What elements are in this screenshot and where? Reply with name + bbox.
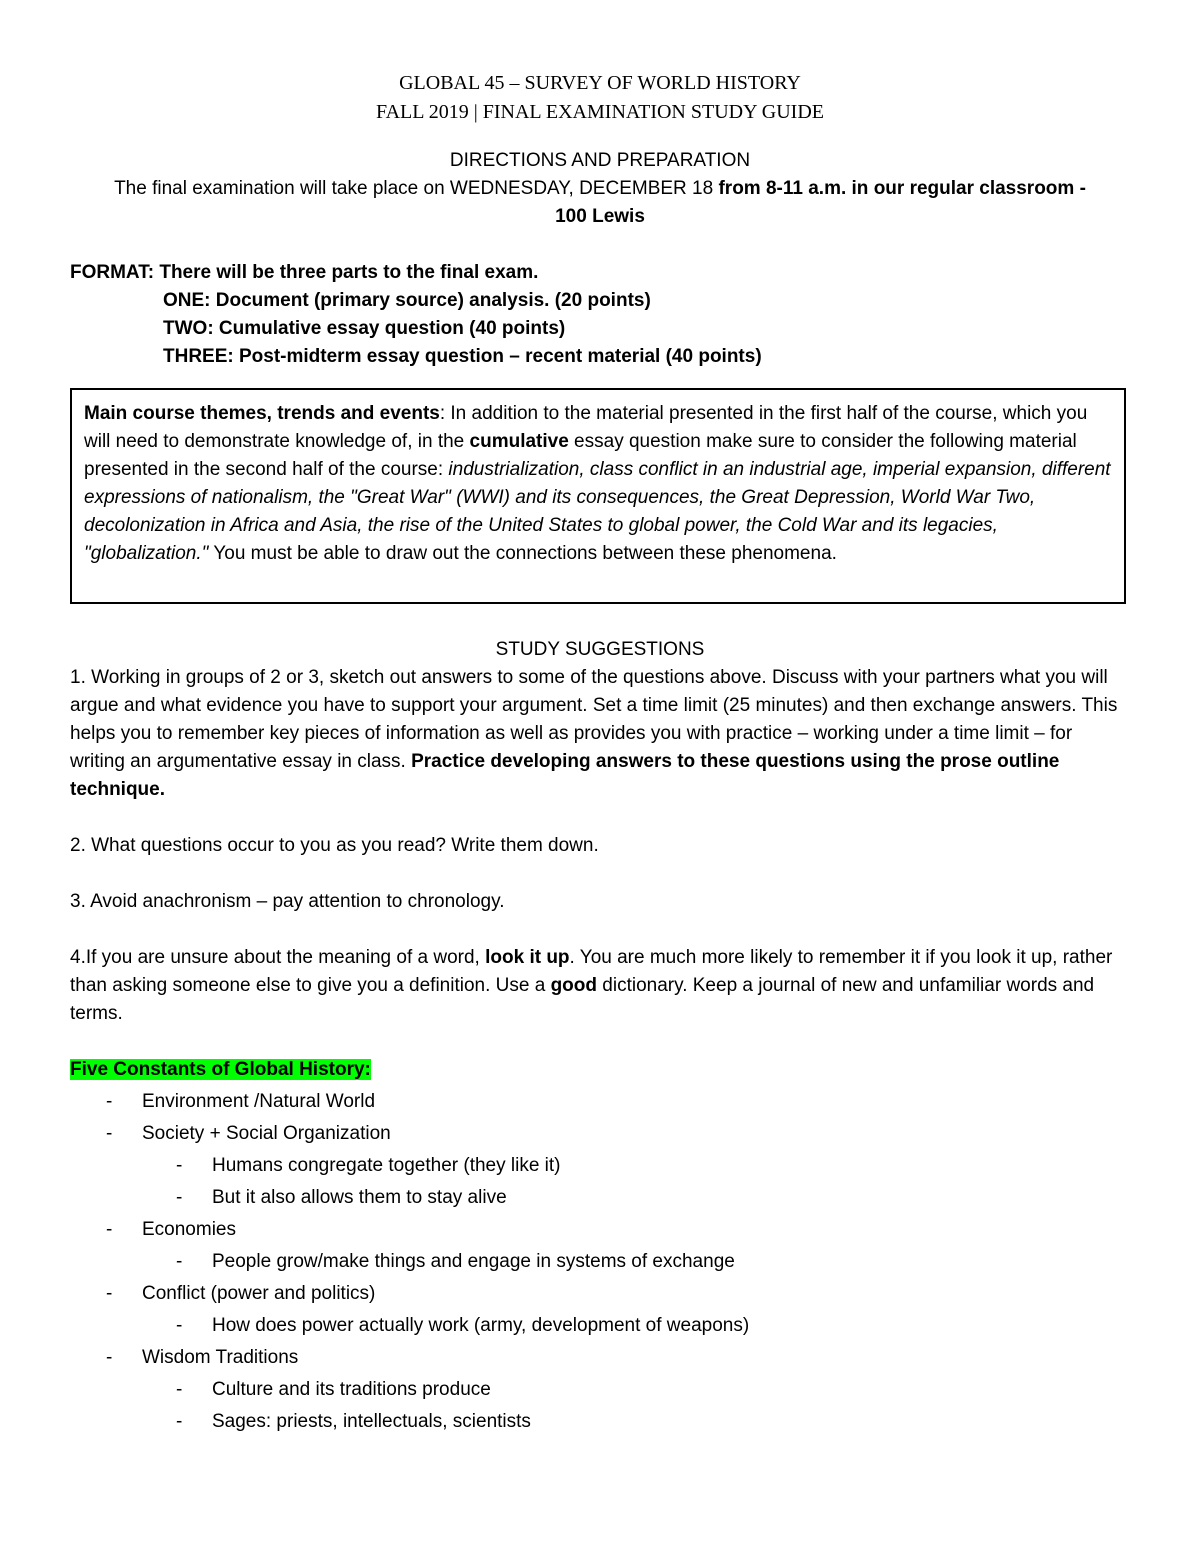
constants-list: [70, 1086, 1130, 1438]
list-item: - How does power actually work (army, development of weapons): [70, 1310, 1130, 1342]
themes-text-b: essay question make sure to consider the following material presented in the second half of the course:: [84, 431, 1077, 480]
page-title: GLOBAL 45 – SURVEY OF WORLD HISTORY: [399, 72, 801, 94]
themes-box: [70, 388, 1126, 604]
study-suggestion-4: 4.If you are unsure about the meaning of a word, look it up. You are much more likely to remember it if you look it up, rather than asking someone else to give you a definition. Use a good dictionary. Keep a journal of new and unfamiliar words and terms.: [70, 947, 1113, 1024]
list-item: - Society + Social Organization: [70, 1118, 1130, 1150]
directions-heading: DIRECTIONS AND PREPARATION: [449, 150, 751, 171]
study-suggestion-3: 3. Avoid anachronism – pay attention to chronology.: [70, 891, 505, 912]
directions-room-text: 100 Lewis: [555, 206, 645, 227]
directions-line-1: [70, 175, 1130, 203]
list-item: - Humans congregate together (they like it): [70, 1150, 1130, 1182]
format-label: FORMAT: There will be three parts to the final exam.: [70, 262, 539, 283]
format-part-one: ONE: Document (primary source) analysis. (20 points): [163, 290, 651, 311]
directions-line-2: [70, 203, 1130, 231]
themes-text-c: You must be able to draw out the connections between these phenomena.: [208, 543, 837, 564]
themes-topics: industrialization, class conflict in an industrial age, imperial expansion, different expressions of nationalism, the "Great War" (WWI) and its consequences, the Great Depression, World War Two, decolonization in Africa and Asia, the rise of the United States to global power, the Cold War and its legacies, "globalization.": [84, 459, 1111, 564]
themes-text-a: : In addition to the material presented in the first half of the course, which you will need to demonstrate knowledge of, in the: [84, 403, 1088, 452]
directions-time-text: from 8-11 a.m. in our regular classroom -: [718, 178, 1086, 199]
themes-lead: Main course themes, trends and events: [84, 403, 440, 424]
list-item: - Sages: priests, intellectuals, scientists: [70, 1406, 1130, 1438]
themes-cumulative: cumulative: [469, 431, 569, 452]
format-part-two: TWO: Cumulative essay question (40 points): [163, 318, 566, 339]
list-item: - Environment /Natural World: [70, 1086, 1130, 1118]
study-suggestion-1: 1. Working in groups of 2 or 3, sketch out answers to some of the questions above. Discuss with your partners what you will argue and what evidence you have to support your argument. Set a time limit (25 minutes) and then exchange answers. This helps you to remember key pieces of information as well as provides you with practice – working under a time limit – for writing an argumentative essay in class. Practice developing answers to these questions using the prose outline technique.: [70, 667, 1118, 800]
format-part-three: THREE: Post-midterm essay question – recent material (40 points): [163, 346, 762, 367]
list-item: - But it also allows them to stay alive: [70, 1182, 1130, 1214]
list-item: - Wisdom Traditions: [70, 1342, 1130, 1374]
list-item: - Economies: [70, 1214, 1130, 1246]
study-suggestion-2: 2. What questions occur to you as you read? Write them down.: [70, 835, 599, 856]
list-item: - Conflict (power and politics): [70, 1278, 1130, 1310]
study-heading: STUDY SUGGESTIONS: [495, 639, 705, 660]
list-item: - People grow/make things and engage in systems of exchange: [70, 1246, 1130, 1278]
list-item: - Culture and its traditions produce: [70, 1374, 1130, 1406]
directions-date-text: The final examination will take place on WEDNESDAY, DECEMBER 18: [114, 178, 719, 199]
page-subtitle: FALL 2019 | FINAL EXAMINATION STUDY GUIDE: [375, 101, 825, 123]
constants-heading: Five Constants of Global History:: [70, 1059, 371, 1080]
